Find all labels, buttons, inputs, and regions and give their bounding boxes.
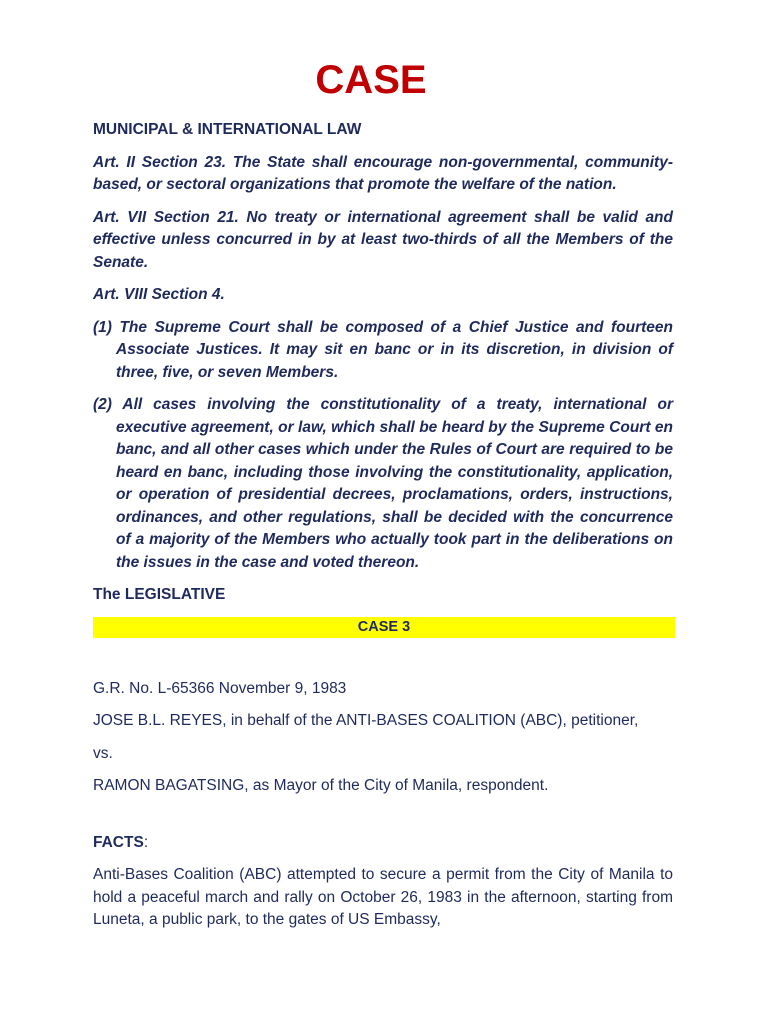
facts-label: FACTS bbox=[93, 833, 144, 851]
facts-colon: : bbox=[143, 833, 149, 851]
article-viii-item-1: (1) The Supreme Court shall be composed of a Chief Justice and fourteen Associate Justices. It may sit en banc or in its discretion, in division of three, five, or seven Members. bbox=[93, 318, 673, 381]
article-ii-sec23: Art. II Section 23. The State shall encourage non-governmental, community-based, or sectoral organizations that promote the welfare of the nation. bbox=[93, 153, 673, 193]
petitioner-line: JOSE B.L. REYES, in behalf of the ANTI-BASES COALITION (ABC), petitioner, bbox=[93, 712, 639, 729]
document-title: CASE bbox=[315, 58, 427, 102]
section-heading-legislative: The LEGISLATIVE bbox=[93, 586, 226, 603]
case-number-banner: CASE 3 bbox=[93, 617, 675, 638]
article-viii-item-2: (2) All cases involving the constitutionality of a treaty, international or executive agreement, or law, which shall be heard by the Supreme Court en banc, and all other cases which under the Rules of Court are required to be heard en banc, including those involving the constitutionality, application, or operation of presidential decrees, proclamations, orders, instructions, ordinances, and other regulations, shall be decided with the concurrence of a majority of the Members who actually took part in the deliberations on the issues in the case and voted thereon. bbox=[93, 396, 673, 571]
versus-line: vs. bbox=[93, 744, 113, 762]
facts-heading bbox=[93, 832, 673, 855]
article-vii-sec21: Art. VII Section 21. No treaty or international agreement shall be valid and effective unless concurred in by at least two-thirds of all the Members of the Senate. bbox=[93, 208, 673, 271]
respondent-line: RAMON BAGATSING, as Mayor of the City of Manila, respondent. bbox=[93, 777, 549, 794]
document-body bbox=[93, 119, 673, 942]
section-heading-municipal: MUNICIPAL & INTERNATIONAL LAW bbox=[93, 121, 362, 138]
facts-text: Anti-Bases Coalition (ABC) attempted to secure a permit from the City of Manila to hold a peaceful march and rally on October 26, 1983 in the afternoon, starting from Luneta, a public park, to the gates of US Embassy, bbox=[93, 866, 673, 928]
article-viii-sec4-title: Art. VIII Section 4. bbox=[93, 286, 225, 303]
gr-number: G.R. No. L-65366 November 9, 1983 bbox=[93, 679, 347, 697]
